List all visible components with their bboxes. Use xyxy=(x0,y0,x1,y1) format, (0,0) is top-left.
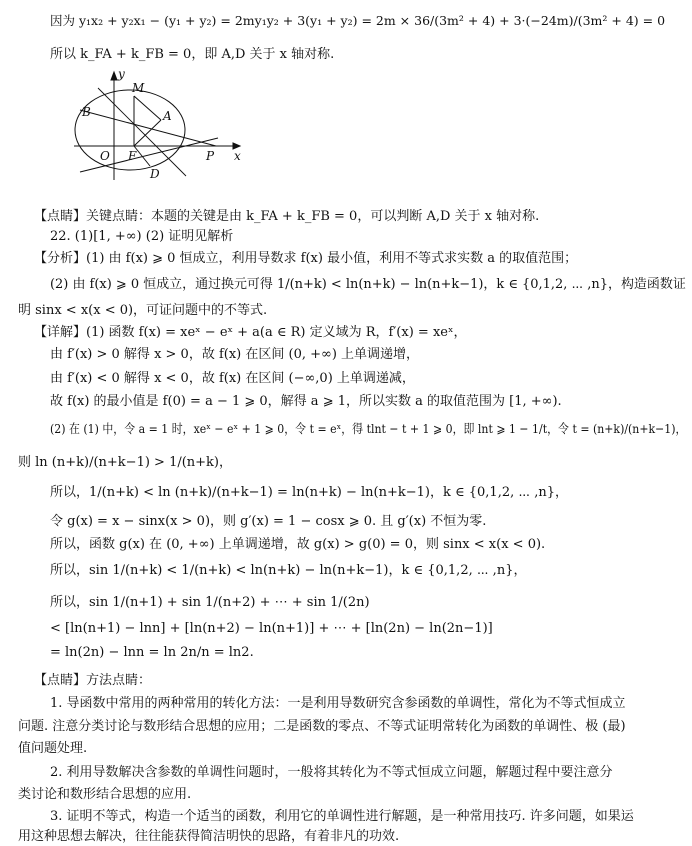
detail-line-5: (2) 在 (1) 中，令 a = 1 时，xeˣ − eˣ + 1 ⩾ 0，令 t = eˣ，得 tlnt − t + 1 ⩾ 0，即 lnt ⩾ 1 − 1/t，令 t = (n+k)/(n+k−1)， xyxy=(50,421,687,436)
line-B-P xyxy=(80,110,216,146)
detail-line-11: 所以，sin 1/(n+1) + sin 1/(n+2) + ⋯ + sin 1/(2n) xyxy=(50,595,370,610)
label-O: O xyxy=(100,149,110,163)
method-point-1-line-2: 问题. 注意分类讨论与数形结合思想的应用；二是函数的零点、不等式证明常转化为函数的单调性、极 (最) xyxy=(18,719,626,734)
analysis-line-3: 明 sinx < x(x < 0)，可证问题中的不等式. xyxy=(18,303,268,318)
ellipse-figure xyxy=(68,68,243,188)
label-B: B xyxy=(82,105,91,119)
line-F-D xyxy=(134,146,150,166)
method-point-2-line-1: 2. 利用导数解决含参数的单调性问题时，一般将其转化为不等式恒成立问题，解题过程中要注意分 xyxy=(50,765,613,780)
line-M-A xyxy=(134,96,161,120)
detail-line-12: < [ln(n+1) − lnn] + [ln(n+2) − ln(n+1)] + ⋯ + [ln(2n) − ln(2n−1)] xyxy=(50,621,493,636)
line-F-A xyxy=(134,120,161,146)
detail-line-3: 由 f′(x) < 0 解得 x < 0，故 f(x) 在区间 (−∞,0) 上单调递减， xyxy=(50,371,415,386)
detail-line-7: 所以，1/(n+k) < ln (n+k)/(n+k−1) = ln(n+k) − ln(n+k−1)，k ∈ {0,1,2, ⋯ ,n}， xyxy=(50,485,568,500)
label-x: x xyxy=(234,149,241,163)
detail-line-6: 则 ln (n+k)/(n+k−1) > 1/(n+k)， xyxy=(18,455,233,470)
method-point-1-line-1: 1. 导函数中常用的两种常用的转化方法：一是利用导数研究含参函数的单调性，常化为不等式恒成立 xyxy=(50,696,626,711)
analysis-line-2: (2) 由 f(x) ⩾ 0 恒成立，通过换元可得 1/(n+k) < ln(n+k) − ln(n+k−1)，k ∈ {0,1,2, ⋯ ,n}，构造函数证 xyxy=(50,277,686,292)
detail-line-1: 【详解】(1) 函数 f(x) = xeˣ − eˣ + a(a ∈ R) 定义域为 R，f′(x) = xeˣ， xyxy=(34,325,467,340)
label-y: y xyxy=(118,68,125,81)
label-A: A xyxy=(163,109,172,123)
answer-22: 22. (1)[1, +∞) (2) 证明见解析 xyxy=(50,229,234,244)
label-F: F xyxy=(128,149,137,163)
detail-line-10: 所以，sin 1/(n+k) < 1/(n+k) < ln(n+k) − ln(n+k−1)，k ∈ {0,1,2, ⋯ ,n}， xyxy=(50,563,527,578)
analysis-line-1: 【分析】(1) 由 f(x) ⩾ 0 恒成立，利用导数求 f(x) 最小值，利用不等式求实数 a 的取值范围； xyxy=(34,251,578,266)
detail-line-13: = ln(2n) − lnn = ln 2n/n = ln2. xyxy=(50,645,254,660)
method-point-1-line-3: 值问题处理. xyxy=(18,741,88,756)
method-heading: 【点睛】方法点睛： xyxy=(34,673,152,688)
method-point-3-line-2: 用这种思想去解决，往往能获得简洁明快的思路，有着非凡的功效. xyxy=(18,829,400,844)
label-D: D xyxy=(150,167,160,181)
key-point-note: 【点睛】关键点睛：本题的关键是由 k_FA + k_FB = 0，可以判断 A,D 关于 x 轴对称. xyxy=(34,209,540,224)
line-through-F xyxy=(98,88,186,176)
label-P: P xyxy=(206,149,215,163)
y-axis-arrow xyxy=(111,72,117,80)
detail-line-8: 令 g(x) = x − sinx(x > 0)，则 g′(x) = 1 − cosx ⩾ 0. 且 g′(x) 不恒为零. xyxy=(50,514,487,529)
detail-line-4: 故 f(x) 的最小值是 f(0) = a − 1 ⩾ 0，解得 a ⩾ 1，所以实数 a 的取值范围为 [1, +∞). xyxy=(50,394,562,409)
detail-line-9: 所以，函数 g(x) 在 (0, +∞) 上单调递增，故 g(x) > g(0) = 0，则 sinx < x(x < 0). xyxy=(50,537,546,552)
method-point-2-line-2: 类讨论和数形结合思想的应用. xyxy=(18,787,192,802)
label-M: M xyxy=(132,81,145,95)
method-point-3-line-1: 3. 证明不等式，构造一个适当的函数，利用它的单调性进行解题，是一种常用技巧. 许多问题，如果运 xyxy=(50,809,634,824)
conclusion-line: 所以 k_FA + k_FB = 0，即 A,D 关于 x 轴对称. xyxy=(50,47,335,62)
equation-line-1: 因为 y₁x₂ + y₂x₁ − (y₁ + y₂) = 2my₁y₂ + 3(y₁ + y₂) = 2m × 36/(3m² + 4) + 3·(−24m)/(3m² + 4) = 0 xyxy=(50,13,666,28)
detail-line-2: 由 f′(x) > 0 解得 x > 0，故 f(x) 在区间 (0, +∞) 上单调递增， xyxy=(50,347,420,362)
